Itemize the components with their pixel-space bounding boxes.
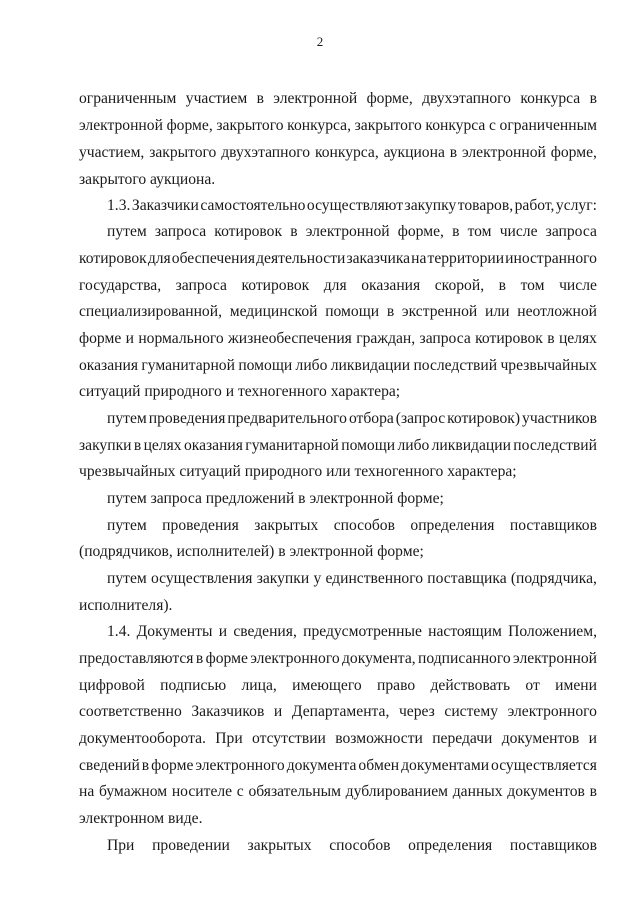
word: государства, bbox=[79, 277, 162, 294]
word: в bbox=[256, 90, 264, 107]
word: для bbox=[323, 277, 347, 294]
text-line bbox=[79, 649, 597, 669]
word: целях bbox=[143, 437, 182, 454]
word: имени bbox=[555, 677, 597, 694]
word: территории bbox=[427, 250, 505, 267]
word: предоставляются bbox=[79, 650, 194, 667]
word: данных bbox=[452, 783, 503, 800]
word: осуществления bbox=[150, 570, 253, 587]
word: форме bbox=[79, 330, 122, 347]
word: запроса bbox=[175, 277, 227, 294]
word: 1.4. bbox=[107, 623, 131, 640]
word: осуществляют bbox=[306, 197, 404, 214]
word: обязательным bbox=[248, 783, 341, 800]
word: целях bbox=[558, 330, 597, 347]
word: действовать bbox=[430, 677, 511, 694]
word: 1.3. bbox=[107, 197, 131, 214]
text-line bbox=[79, 249, 597, 269]
word: и bbox=[218, 623, 228, 640]
text-line bbox=[107, 222, 597, 242]
text-line bbox=[79, 729, 597, 749]
word: ликвидации bbox=[330, 357, 411, 374]
text-line: исполнителя). bbox=[79, 597, 173, 614]
word: Заказчики bbox=[131, 197, 199, 214]
word: двухэтапного bbox=[221, 144, 311, 161]
word: конкурса, bbox=[287, 117, 351, 134]
word: форме, bbox=[397, 223, 444, 240]
word: подписью bbox=[160, 677, 227, 694]
word: форме, bbox=[166, 117, 213, 134]
text-line bbox=[79, 676, 597, 696]
word: поставщика bbox=[427, 570, 507, 587]
text-line: ситуаций природного и техногенного характера; bbox=[79, 383, 401, 400]
word: форме bbox=[151, 757, 194, 774]
text-line bbox=[79, 782, 597, 802]
word: способов bbox=[333, 517, 395, 534]
word: закупку bbox=[404, 197, 457, 214]
word: самостоятельно bbox=[200, 197, 306, 214]
text-line bbox=[79, 116, 597, 136]
word: в bbox=[195, 650, 204, 667]
word: цифровой bbox=[79, 677, 145, 694]
word: электронной bbox=[513, 650, 597, 667]
word: неотложной bbox=[517, 303, 597, 320]
word: При bbox=[107, 837, 135, 854]
word: услуг: bbox=[555, 197, 597, 214]
word: определения bbox=[410, 517, 495, 534]
word: обмен bbox=[358, 757, 400, 774]
word: сведения, bbox=[233, 623, 297, 640]
text-line bbox=[79, 143, 597, 163]
text-line bbox=[79, 302, 597, 322]
word: помощи bbox=[341, 437, 396, 454]
word: закрытых bbox=[254, 517, 319, 534]
text-line: закрытого аукциона. bbox=[79, 171, 216, 188]
word: (подрядчика, bbox=[510, 570, 597, 587]
word: в bbox=[589, 90, 597, 107]
word: поставщиков bbox=[509, 837, 597, 854]
word: ограниченным bbox=[79, 90, 177, 107]
word: с bbox=[236, 783, 244, 800]
text-line bbox=[79, 89, 597, 109]
text-line bbox=[107, 836, 597, 856]
word: в bbox=[589, 783, 597, 800]
word: закрытого bbox=[216, 117, 284, 134]
text-line: путем запроса предложений в электронной форме; bbox=[107, 490, 444, 507]
word: аукциона bbox=[383, 144, 445, 161]
text-line bbox=[79, 329, 597, 349]
word: путем bbox=[107, 410, 147, 427]
text-line bbox=[107, 196, 597, 216]
text-line bbox=[79, 436, 597, 456]
word: электронной bbox=[305, 223, 390, 240]
word: закрытых bbox=[247, 837, 312, 854]
word: помощи bbox=[238, 357, 293, 374]
word: заказчика bbox=[346, 250, 411, 267]
word: закрытого bbox=[354, 117, 422, 134]
word: через bbox=[398, 703, 435, 720]
word: Документы bbox=[136, 623, 213, 640]
word: документа bbox=[286, 757, 357, 774]
word: гуманитарной bbox=[245, 437, 339, 454]
text-line: (подрядчиков, исполнителей) в электронной форме; bbox=[79, 543, 424, 560]
word: передачи bbox=[432, 730, 493, 747]
word: экстренной bbox=[401, 303, 478, 320]
word: в bbox=[498, 277, 507, 294]
word: и bbox=[125, 330, 134, 347]
word: участников bbox=[522, 410, 597, 427]
word: в bbox=[141, 757, 150, 774]
word: двухэтапного bbox=[422, 90, 511, 107]
word: осуществляется bbox=[491, 757, 597, 774]
word: запроса bbox=[545, 223, 597, 240]
word: чрезвычайных bbox=[500, 357, 597, 374]
word: конкурса, bbox=[314, 144, 379, 161]
text-line bbox=[79, 702, 597, 722]
word: путем bbox=[107, 223, 147, 240]
text-line bbox=[107, 516, 597, 536]
word: товаров, bbox=[457, 197, 514, 214]
word: оказания bbox=[183, 437, 243, 454]
word: котировок bbox=[214, 223, 283, 240]
word: способов bbox=[329, 837, 391, 854]
word: последствий bbox=[513, 437, 597, 454]
word: и bbox=[588, 730, 597, 747]
word: последствий bbox=[413, 357, 498, 374]
word: у bbox=[313, 570, 322, 587]
word: путем bbox=[107, 570, 147, 587]
word: имеющего bbox=[292, 677, 362, 694]
text-line bbox=[79, 276, 597, 296]
word: документами bbox=[401, 757, 490, 774]
word: проведения bbox=[148, 410, 226, 427]
word: с bbox=[488, 117, 496, 134]
word: котировок bbox=[241, 277, 310, 294]
word: предварительного bbox=[227, 410, 347, 427]
word: электронного bbox=[195, 757, 285, 774]
word: форме bbox=[205, 650, 248, 667]
text-line bbox=[107, 569, 597, 589]
word: на bbox=[411, 250, 427, 267]
word: работ, bbox=[514, 197, 555, 214]
word: закупки bbox=[256, 570, 310, 587]
word: либо bbox=[295, 357, 328, 374]
word: проведения bbox=[162, 517, 239, 534]
word: специализированной, bbox=[79, 303, 222, 320]
word: дублированием bbox=[345, 783, 449, 800]
word: электронного bbox=[507, 703, 597, 720]
word: оказания bbox=[361, 277, 421, 294]
word: определения bbox=[408, 837, 493, 854]
word: конкурса bbox=[425, 117, 486, 134]
word: закрытого bbox=[149, 144, 217, 161]
word: участием, bbox=[79, 144, 145, 161]
word: жизнеобеспечения bbox=[228, 330, 352, 347]
word: от bbox=[525, 677, 540, 694]
word: оказания bbox=[79, 357, 139, 374]
word: участием bbox=[185, 90, 248, 107]
word: гуманитарной bbox=[141, 357, 235, 374]
word: предусмотренные bbox=[303, 623, 422, 640]
word: электронного bbox=[250, 650, 340, 667]
word: настоящим bbox=[428, 623, 502, 640]
word: или bbox=[485, 303, 510, 320]
word: том bbox=[467, 223, 492, 240]
word: конкурса bbox=[520, 90, 581, 107]
word: в bbox=[452, 223, 460, 240]
word: документа, bbox=[342, 650, 416, 667]
word: числе bbox=[499, 223, 538, 240]
word: в bbox=[133, 437, 142, 454]
word: котировок bbox=[79, 250, 147, 267]
word: лица, bbox=[241, 677, 277, 694]
word: поставщиков bbox=[509, 517, 597, 534]
page-number: 2 bbox=[316, 34, 324, 49]
word: запроса bbox=[154, 223, 207, 240]
text-line: чрезвычайных ситуаций природного или техногенного характера; bbox=[79, 463, 517, 480]
word: соответственно bbox=[79, 703, 182, 720]
word: (запрос bbox=[395, 410, 446, 427]
text-line bbox=[79, 356, 597, 376]
text-line: электронном виде. bbox=[79, 810, 203, 827]
word: подписанного bbox=[418, 650, 511, 667]
word: ограниченным bbox=[499, 117, 597, 134]
word: граждан, bbox=[356, 330, 416, 347]
word: помощи bbox=[325, 303, 380, 320]
word: том bbox=[520, 277, 545, 294]
word: в bbox=[386, 303, 395, 320]
word: путем bbox=[107, 517, 147, 534]
word: документов bbox=[501, 730, 580, 747]
word: ликвидации bbox=[431, 437, 511, 454]
word: иностранного bbox=[505, 250, 597, 267]
word: Заказчиков bbox=[191, 703, 265, 720]
word: документооборота. bbox=[79, 730, 206, 747]
text-line bbox=[79, 756, 597, 776]
word: числе bbox=[559, 277, 597, 294]
word: бумажном bbox=[99, 783, 168, 800]
word: проведении bbox=[152, 837, 230, 854]
word: документов bbox=[507, 783, 585, 800]
word: котировок bbox=[475, 330, 543, 347]
word: возможности bbox=[335, 730, 423, 747]
word: форме, bbox=[550, 144, 597, 161]
word: либо bbox=[397, 437, 430, 454]
word: деятельности bbox=[256, 250, 346, 267]
word: единственного bbox=[325, 570, 424, 587]
word: электронной bbox=[461, 144, 546, 161]
word: закупки bbox=[79, 437, 132, 454]
word: систему bbox=[444, 703, 498, 720]
word: отсутствии bbox=[252, 730, 326, 747]
word: При bbox=[215, 730, 243, 747]
text-line bbox=[107, 622, 597, 642]
word: обеспечения bbox=[171, 250, 256, 267]
word: скорой, bbox=[434, 277, 485, 294]
word: на bbox=[79, 783, 95, 800]
word: запроса bbox=[419, 330, 471, 347]
word: котировок) bbox=[447, 410, 521, 427]
word: нормального bbox=[138, 330, 224, 347]
word: право bbox=[377, 677, 416, 694]
word: носителе bbox=[171, 783, 233, 800]
word: электронной bbox=[79, 117, 163, 134]
word: Департамента, bbox=[291, 703, 390, 720]
word: в bbox=[449, 144, 458, 161]
word: электронной bbox=[273, 90, 358, 107]
word: медицинской bbox=[229, 303, 318, 320]
word: отбора bbox=[348, 410, 394, 427]
word: и bbox=[273, 703, 283, 720]
word: Положением, bbox=[508, 623, 597, 640]
word: форме, bbox=[366, 90, 413, 107]
word: в bbox=[290, 223, 298, 240]
text-line bbox=[107, 409, 597, 429]
word: в bbox=[547, 330, 555, 347]
word: сведений bbox=[79, 757, 140, 774]
word: для bbox=[147, 250, 171, 267]
